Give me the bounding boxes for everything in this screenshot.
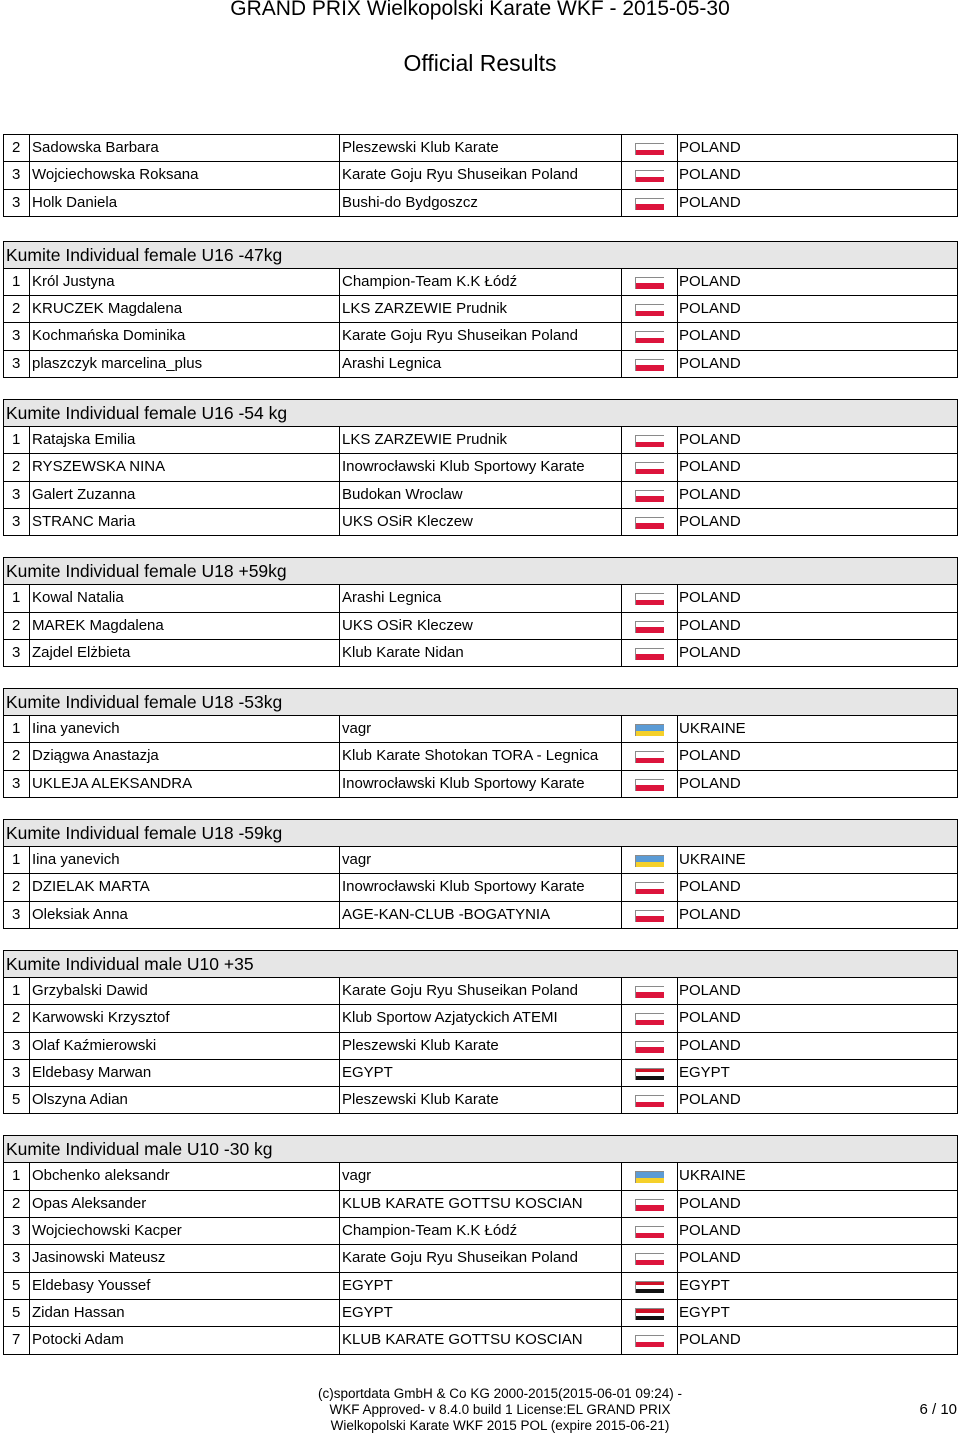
rank-cell: 2: [4, 296, 30, 322]
flag-cell: [622, 1163, 678, 1189]
flag-cell: [622, 771, 678, 797]
poland-flag-icon: [635, 621, 664, 633]
flag-cell: [622, 509, 678, 535]
rank-cell: 2: [4, 1005, 30, 1031]
rank-cell: 1: [4, 269, 30, 295]
flag-cell: [622, 640, 678, 666]
club-name: Klub Karate Nidan: [340, 640, 622, 666]
country-name: POLAND: [679, 512, 741, 530]
flag-cell: [622, 190, 678, 216]
poland-flag-icon: [635, 1253, 664, 1265]
athlete-name: Karwowski Krzysztof: [30, 1005, 340, 1031]
result-row: [4, 771, 957, 798]
rank-cell: 5: [4, 1087, 30, 1113]
club-name: KLUB KARATE GOTTSU KOSCIAN: [340, 1191, 622, 1217]
rank-cell: 1: [4, 427, 30, 453]
poland-flag-icon: [635, 277, 664, 289]
rank-cell: 3: [4, 1033, 30, 1059]
flag-cell: [622, 902, 678, 928]
athlete-name: Eldebasy Youssef: [30, 1273, 340, 1299]
result-row: [4, 1087, 957, 1114]
club-name: EGYPT: [340, 1273, 622, 1299]
rank-cell: 3: [4, 771, 30, 797]
country-name: UKRAINE: [679, 1167, 746, 1185]
flag-cell: [622, 874, 678, 900]
flag-cell: [622, 1300, 678, 1326]
club-name: Karate Goju Ryu Shuseikan Poland: [340, 323, 622, 349]
athlete-name: Wojciechowska Roksana: [30, 162, 340, 188]
category-block: [3, 819, 958, 929]
poland-flag-icon: [635, 490, 664, 502]
egypt-flag-icon: [635, 1281, 664, 1293]
poland-flag-icon: [635, 751, 664, 763]
country-name: POLAND: [679, 643, 741, 661]
country-name: POLAND: [679, 300, 741, 318]
result-row: [4, 978, 957, 1005]
club-name: UKS OSiR Kleczew: [340, 613, 622, 639]
club-name: UKS OSiR Kleczew: [340, 509, 622, 535]
rank-cell: 1: [4, 978, 30, 1004]
poland-flag-icon: [635, 1013, 664, 1025]
flag-cell: [622, 454, 678, 480]
athlete-name: Jasinowski Mateusz: [30, 1245, 340, 1271]
flag-cell: [622, 1191, 678, 1217]
rank-cell: 1: [4, 585, 30, 611]
rank-cell: 2: [4, 454, 30, 480]
result-row: [4, 427, 957, 454]
flag-cell: [622, 1087, 678, 1113]
athlete-name: Olaf Kaźmierowski: [30, 1033, 340, 1059]
poland-flag-icon: [635, 1335, 664, 1347]
rank-cell: 3: [4, 482, 30, 508]
country-name: POLAND: [679, 1331, 741, 1349]
club-name: Bushi-do Bydgoszcz: [340, 190, 622, 216]
country-name: POLAND: [679, 981, 741, 999]
rank-cell: 3: [4, 1218, 30, 1244]
rank-cell: 2: [4, 874, 30, 900]
flag-cell: [622, 427, 678, 453]
result-row: [4, 1300, 957, 1327]
club-name: Arashi Legnica: [340, 585, 622, 611]
club-name: vagr: [340, 1163, 622, 1189]
ukraine-flag-icon: [635, 1171, 664, 1183]
ukraine-flag-icon: [635, 855, 664, 867]
country-name: POLAND: [679, 1222, 741, 1240]
rank-cell: 1: [4, 1163, 30, 1189]
flag-cell: [622, 585, 678, 611]
country-name: POLAND: [679, 905, 741, 923]
footer: [240, 1386, 760, 1434]
country-name: POLAND: [679, 1091, 741, 1109]
flag-cell: [622, 351, 678, 377]
athlete-name: Oleksiak Anna: [30, 902, 340, 928]
rank-cell: 2: [4, 743, 30, 769]
country-name: POLAND: [679, 327, 741, 345]
rank-cell: 3: [4, 1245, 30, 1271]
result-row: [4, 482, 957, 509]
page-number: 6 / 10: [919, 1401, 957, 1418]
result-row: [4, 135, 957, 162]
athlete-name: Dziągwa Anastazja: [30, 743, 340, 769]
athlete-name: Iina yanevich: [30, 847, 340, 873]
athlete-name: Król Justyna: [30, 269, 340, 295]
result-row: [4, 1245, 957, 1272]
club-name: Karate Goju Ryu Shuseikan Poland: [340, 978, 622, 1004]
country-name: POLAND: [679, 1009, 741, 1027]
athlete-name: Potocki Adam: [30, 1327, 340, 1353]
country-name: UKRAINE: [679, 851, 746, 869]
country-name: POLAND: [679, 1036, 741, 1054]
poland-flag-icon: [635, 170, 664, 182]
athlete-name: Galert Zuzanna: [30, 482, 340, 508]
athlete-name: Eldebasy Marwan: [30, 1060, 340, 1086]
category-title: Kumite Individual male U10 -30 kg: [4, 1136, 957, 1163]
athlete-name: Wojciechowski Kacper: [30, 1218, 340, 1244]
poland-flag-icon: [635, 435, 664, 447]
poland-flag-icon: [635, 910, 664, 922]
country-name: POLAND: [679, 354, 741, 372]
category-block: [3, 134, 958, 217]
category-block: [3, 688, 958, 798]
result-row: [4, 351, 957, 378]
result-row: [4, 190, 957, 217]
country-name: EGYPT: [679, 1303, 730, 1321]
club-name: Budokan Wroclaw: [340, 482, 622, 508]
category-title: Kumite Individual female U18 +59kg: [4, 558, 957, 585]
club-name: Karate Goju Ryu Shuseikan Poland: [340, 1245, 622, 1271]
poland-flag-icon: [635, 143, 664, 155]
category-title: Kumite Individual male U10 +35: [4, 951, 957, 978]
athlete-name: Holk Daniela: [30, 190, 340, 216]
country-name: POLAND: [679, 1249, 741, 1267]
country-name: POLAND: [679, 616, 741, 634]
club-name: Pleszewski Klub Karate: [340, 1033, 622, 1059]
category-block: [3, 557, 958, 667]
club-name: Klub Sportow Azjatyckich ATEMI: [340, 1005, 622, 1031]
flag-cell: [622, 743, 678, 769]
athlete-name: Zajdel Elżbieta: [30, 640, 340, 666]
result-row: [4, 1033, 957, 1060]
poland-flag-icon: [635, 1226, 664, 1238]
club-name: Inowrocławski Klub Sportowy Karate: [340, 874, 622, 900]
athlete-name: Grzybalski Dawid: [30, 978, 340, 1004]
rank-cell: 3: [4, 351, 30, 377]
country-name: POLAND: [679, 774, 741, 792]
club-name: AGE-KAN-CLUB -BOGATYNIA: [340, 902, 622, 928]
poland-flag-icon: [635, 331, 664, 343]
rank-cell: 3: [4, 190, 30, 216]
result-row: [4, 454, 957, 481]
rank-cell: 2: [4, 613, 30, 639]
country-name: POLAND: [679, 589, 741, 607]
rank-cell: 5: [4, 1273, 30, 1299]
country-name: POLAND: [679, 272, 741, 290]
category-title: Kumite Individual female U16 -54 kg: [4, 400, 957, 427]
category-block: [3, 241, 958, 378]
poland-flag-icon: [635, 882, 664, 894]
poland-flag-icon: [635, 517, 664, 529]
result-row: [4, 509, 957, 536]
club-name: Inowrocławski Klub Sportowy Karate: [340, 771, 622, 797]
country-name: POLAND: [679, 193, 741, 211]
result-row: [4, 585, 957, 612]
country-name: POLAND: [679, 166, 741, 184]
rank-cell: 2: [4, 135, 30, 161]
athlete-name: Sadowska Barbara: [30, 135, 340, 161]
poland-flag-icon: [635, 1041, 664, 1053]
result-row: [4, 716, 957, 743]
athlete-name: MAREK Magdalena: [30, 613, 340, 639]
flag-cell: [622, 1033, 678, 1059]
athlete-name: STRANC Maria: [30, 509, 340, 535]
athlete-name: Zidan Hassan: [30, 1300, 340, 1326]
rank-cell: 5: [4, 1300, 30, 1326]
athlete-name: plaszczyk marcelina_plus: [30, 351, 340, 377]
athlete-name: Kochmańska Dominika: [30, 323, 340, 349]
result-row: [4, 743, 957, 770]
club-name: KLUB KARATE GOTTSU KOSCIAN: [340, 1327, 622, 1353]
result-row: [4, 1218, 957, 1245]
poland-flag-icon: [635, 359, 664, 371]
poland-flag-icon: [635, 648, 664, 660]
result-row: [4, 613, 957, 640]
rank-cell: 7: [4, 1327, 30, 1353]
country-name: UKRAINE: [679, 720, 746, 738]
club-name: Pleszewski Klub Karate: [340, 135, 622, 161]
club-name: Champion-Team K.K Łódź: [340, 269, 622, 295]
club-name: vagr: [340, 847, 622, 873]
flag-cell: [622, 1245, 678, 1271]
flag-cell: [622, 716, 678, 742]
egypt-flag-icon: [635, 1068, 664, 1080]
poland-flag-icon: [635, 304, 664, 316]
club-name: EGYPT: [340, 1300, 622, 1326]
club-name: Champion-Team K.K Łódź: [340, 1218, 622, 1244]
country-name: POLAND: [679, 485, 741, 503]
rank-cell: 3: [4, 1060, 30, 1086]
country-name: EGYPT: [679, 1276, 730, 1294]
club-name: LKS ZARZEWIE Prudnik: [340, 427, 622, 453]
result-row: [4, 847, 957, 874]
flag-cell: [622, 135, 678, 161]
category-title: Kumite Individual female U18 -59kg: [4, 820, 957, 847]
rank-cell: 1: [4, 716, 30, 742]
flag-cell: [622, 482, 678, 508]
category-block: [3, 950, 958, 1114]
result-row: [4, 162, 957, 189]
result-row: [4, 1163, 957, 1190]
poland-flag-icon: [635, 462, 664, 474]
athlete-name: Iina yanevich: [30, 716, 340, 742]
poland-flag-icon: [635, 986, 664, 998]
egypt-flag-icon: [635, 1308, 664, 1320]
flag-cell: [622, 162, 678, 188]
athlete-name: DZIELAK MARTA: [30, 874, 340, 900]
poland-flag-icon: [635, 1199, 664, 1211]
club-name: LKS ZARZEWIE Prudnik: [340, 296, 622, 322]
rank-cell: 1: [4, 847, 30, 873]
country-name: POLAND: [679, 878, 741, 896]
poland-flag-icon: [635, 198, 664, 210]
footer-line-license: WKF Approved- v 8.4.0 build 1 License:EL GRAND PRIX: [329, 1402, 671, 1417]
result-row: [4, 902, 957, 929]
country-name: POLAND: [679, 139, 741, 156]
athlete-name: RYSZEWSKA NINA: [30, 454, 340, 480]
athlete-name: Obchenko aleksandr: [30, 1163, 340, 1189]
flag-cell: [622, 1273, 678, 1299]
flag-cell: [622, 1327, 678, 1353]
page-subtitle: Official Results: [403, 50, 557, 76]
country-name: POLAND: [679, 747, 741, 765]
category-block: [3, 1135, 958, 1354]
club-name: Klub Karate Shotokan TORA - Legnica: [340, 743, 622, 769]
poland-flag-icon: [635, 593, 664, 605]
rank-cell: 3: [4, 323, 30, 349]
result-row: [4, 296, 957, 323]
results-list: [3, 134, 958, 1376]
club-name: Inowrocławski Klub Sportowy Karate: [340, 454, 622, 480]
club-name: vagr: [340, 716, 622, 742]
result-row: [4, 1005, 957, 1032]
result-row: [4, 1327, 957, 1354]
country-name: EGYPT: [679, 1063, 730, 1081]
result-row: [4, 1273, 957, 1300]
poland-flag-icon: [635, 1095, 664, 1107]
club-name: EGYPT: [340, 1060, 622, 1086]
category-title: Kumite Individual female U18 -53kg: [4, 689, 957, 716]
rank-cell: 3: [4, 162, 30, 188]
flag-cell: [622, 1060, 678, 1086]
athlete-name: Olszyna Adian: [30, 1087, 340, 1113]
club-name: Pleszewski Klub Karate: [340, 1087, 622, 1113]
athlete-name: Ratajska Emilia: [30, 427, 340, 453]
footer-line-expiry: Wielkopolski Karate WKF 2015 POL (expire 2015-06-21): [330, 1418, 670, 1433]
flag-cell: [622, 613, 678, 639]
flag-cell: [622, 1218, 678, 1244]
result-row: [4, 323, 957, 350]
country-name: POLAND: [679, 431, 741, 449]
rank-cell: 3: [4, 902, 30, 928]
footer-line-copyright: (c)sportdata GmbH & Co KG 2000-2015(2015-06-01 09:24) -: [318, 1386, 682, 1401]
category-block: [3, 399, 958, 536]
result-row: [4, 874, 957, 901]
club-name: Arashi Legnica: [340, 351, 622, 377]
country-name: POLAND: [679, 1194, 741, 1212]
rank-cell: 2: [4, 1191, 30, 1217]
poland-flag-icon: [635, 779, 664, 791]
result-row: [4, 269, 957, 296]
flag-cell: [622, 269, 678, 295]
flag-cell: [622, 847, 678, 873]
result-row: [4, 1060, 957, 1087]
flag-cell: [622, 296, 678, 322]
result-row: [4, 1191, 957, 1218]
flag-cell: [622, 323, 678, 349]
page-title: GRAND PRIX Wielkopolski Karate WKF - 2015-05-30: [230, 0, 730, 20]
club-name: Karate Goju Ryu Shuseikan Poland: [340, 162, 622, 188]
country-name: POLAND: [679, 458, 741, 476]
flag-cell: [622, 978, 678, 1004]
flag-cell: [622, 1005, 678, 1031]
rank-cell: 3: [4, 640, 30, 666]
rank-cell: 3: [4, 509, 30, 535]
athlete-name: KRUCZEK Magdalena: [30, 296, 340, 322]
ukraine-flag-icon: [635, 724, 664, 736]
athlete-name: Opas Aleksander: [30, 1191, 340, 1217]
athlete-name: Kowal Natalia: [30, 585, 340, 611]
athlete-name: UKLEJA ALEKSANDRA: [30, 771, 340, 797]
category-title: Kumite Individual female U16 -47kg: [4, 242, 957, 269]
result-row: [4, 640, 957, 667]
